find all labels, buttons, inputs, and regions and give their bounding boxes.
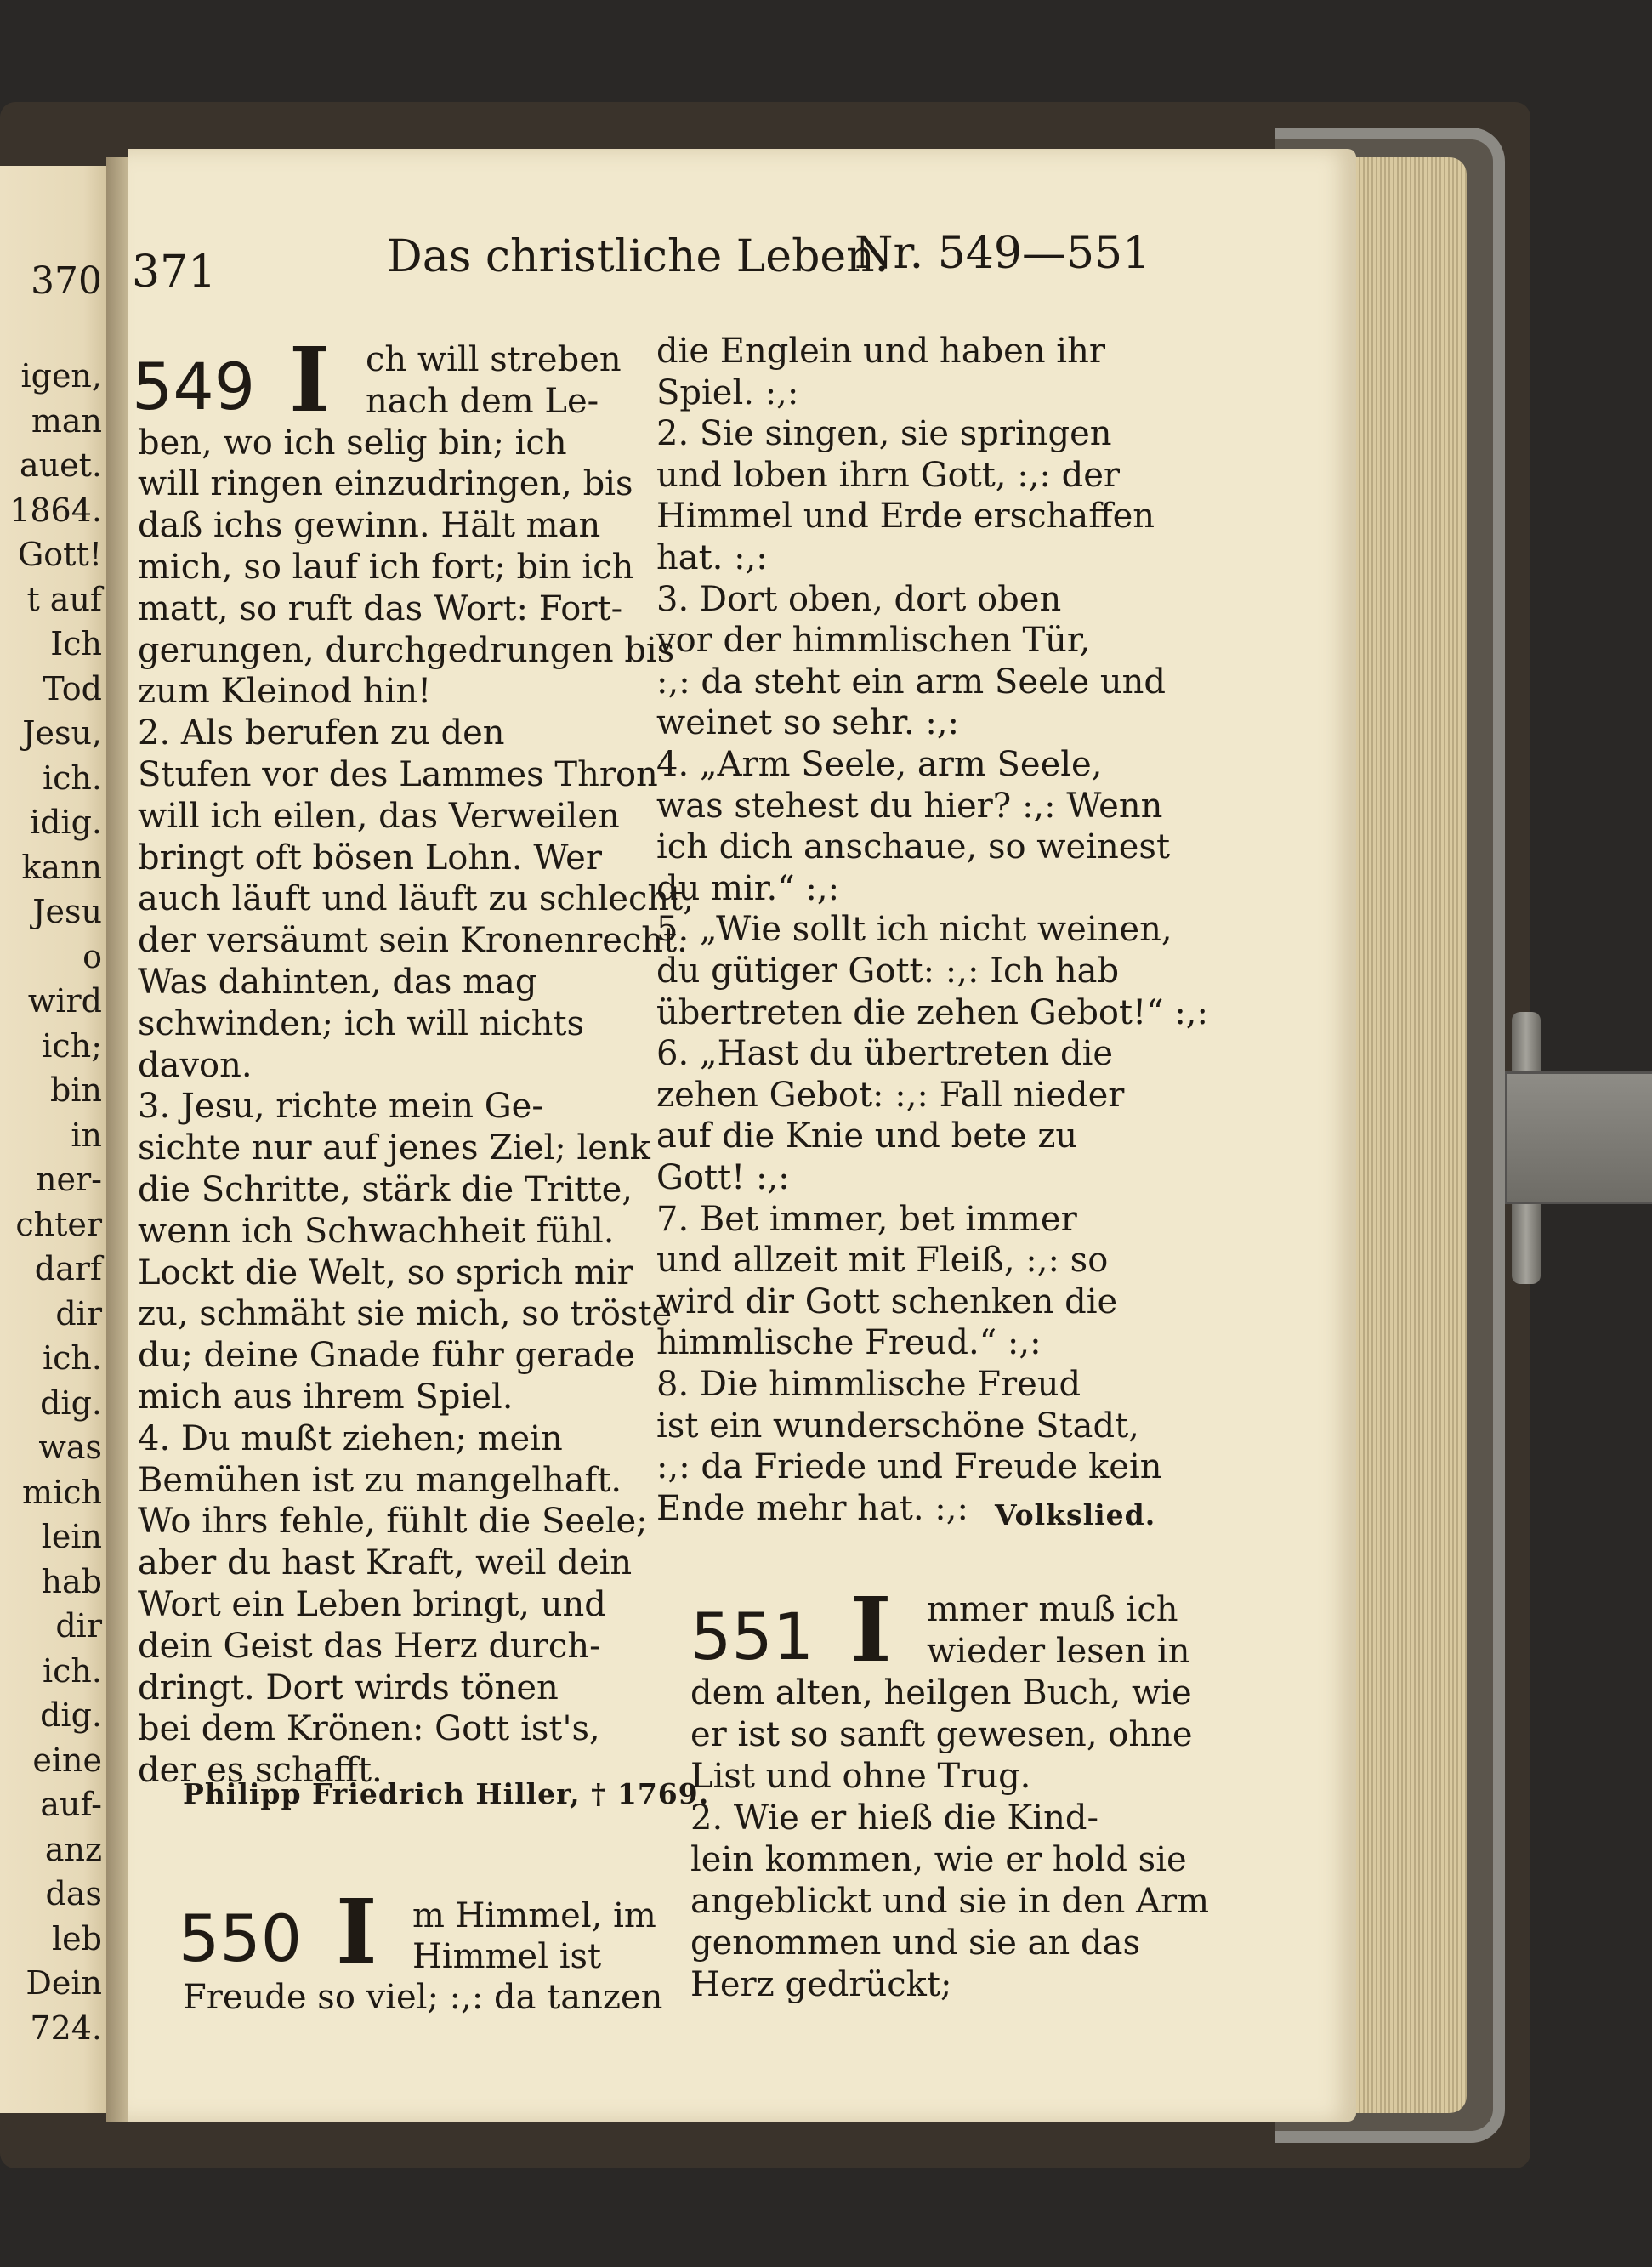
text-line: Herz gedrückt;: [690, 1965, 952, 2004]
text-line: was stehest du hier? :,: Wenn: [656, 786, 1163, 826]
text-line: Himmel und Erde erschaffen: [656, 497, 1155, 537]
text-line: 6. „Hast du übertreten die: [656, 1034, 1114, 1074]
text-line: davon.: [138, 1045, 253, 1085]
left-page-fragment: eine: [32, 1741, 102, 1779]
left-page-fragment: lein: [41, 1518, 102, 1555]
hymn-number-550: 550: [179, 1901, 303, 1976]
text-line: der versäumt sein Kronenrecht.: [138, 921, 688, 961]
text-line: du gütiger Gott: :,: Ich hab: [656, 952, 1120, 991]
text-line: daß ichs gewinn. Hält man: [138, 506, 601, 546]
text-line: wird dir Gott schenken die: [656, 1281, 1118, 1321]
text-line: hat. :,:: [656, 538, 768, 577]
left-page-fragment: Tod: [43, 669, 102, 707]
hymn-range: Nr. 549—551: [854, 228, 1151, 279]
text-line: Was dahinten, das mag: [138, 963, 537, 1002]
text-line: dem alten, heilgen Buch, wie: [690, 1673, 1192, 1713]
text-line: matt, so ruft das Wort: Fort-: [138, 588, 623, 628]
text-line: weinet so sehr. :,:: [656, 703, 960, 743]
text-line: will ich eilen, das Verweilen: [138, 796, 620, 836]
text-line: dein Geist das Herz durch-: [138, 1626, 601, 1666]
text-line: Spiel. :,:: [656, 372, 799, 412]
text-line: zum Kleinod hin!: [138, 672, 432, 712]
text-line: ist ein wunderschöne Stadt,: [656, 1406, 1139, 1446]
left-page-fragment: Dein: [26, 1964, 102, 2002]
hymn-number-551: 551: [690, 1599, 815, 1674]
left-page-fragment: das: [45, 1875, 102, 1912]
hymn-549-author: Philipp Friedrich Hiller, † 1769.: [183, 1777, 710, 1810]
text-line: Wort ein Leben bringt, und: [138, 1585, 606, 1624]
text-line: auf die Knie und bete zu: [656, 1116, 1078, 1156]
left-page-fragment: ich.: [43, 1651, 102, 1690]
text-line: Ende mehr hat. :,:: [656, 1488, 968, 1528]
text-line: und loben ihrn Gott, :,: der: [656, 455, 1121, 495]
left-page-fragment: leb: [52, 1919, 102, 1957]
left-page-fragment: dir: [55, 1607, 102, 1645]
left-page-fragment: 1864.: [9, 491, 102, 529]
left-page-fragment: bin: [50, 1071, 102, 1109]
text-line: genommen und sie an das: [690, 1923, 1140, 1963]
text-line: mmer muß ich: [927, 1590, 1178, 1629]
text-line: 3. Jesu, richte mein Ge-: [138, 1087, 543, 1127]
left-page-fragment: Jesu,: [22, 714, 102, 752]
text-line: und allzeit mit Fleiß, :,: so: [656, 1241, 1109, 1281]
text-line: die Englein und haben ihr: [656, 332, 1105, 371]
page-number: 371: [132, 247, 217, 298]
left-page-fragment: igen,: [20, 357, 102, 395]
text-line: will ringen einzudringen, bis: [138, 464, 633, 504]
left-page-fragment: Ich: [50, 625, 102, 662]
text-line: 2. Wie er hieß die Kind-: [690, 1798, 1098, 1838]
drop-cap-550: I: [336, 1879, 378, 1984]
left-page-fragment: ich.: [43, 1339, 102, 1377]
text-line: zehen Gebot: :,: Fall nieder: [656, 1075, 1125, 1115]
left-page-fragment: mich: [22, 1473, 102, 1511]
text-line: angeblickt und sie in den Arm: [690, 1882, 1210, 1921]
left-page-fragment: chter: [15, 1205, 102, 1243]
text-line: Bemühen ist zu mangelhaft.: [138, 1460, 622, 1500]
left-page-fragment: man: [31, 401, 102, 440]
text-line: Lockt die Welt, so sprich mir: [138, 1253, 633, 1293]
text-line: bei dem Krönen: Gott ist's,: [138, 1709, 600, 1749]
text-line: du mir.“ :,:: [656, 868, 840, 908]
text-line: er ist so sanft gewesen, ohne: [690, 1715, 1193, 1754]
text-line: Wo ihrs fehle, fühlt die Seele;: [138, 1502, 648, 1542]
text-line: zu, schmäht sie mich, so tröste: [138, 1294, 673, 1334]
left-page-fragment: was: [38, 1429, 102, 1466]
text-line: bringt oft bösen Lohn. Wer: [138, 838, 602, 878]
text-line: 5. „Wie sollt ich nicht weinen,: [656, 910, 1172, 950]
page-title: Das christliche Leben.: [387, 231, 889, 282]
left-page-fragment: dir: [55, 1294, 102, 1332]
left-page-fragment: ner-: [36, 1161, 102, 1198]
text-line: auch läuft und läuft zu schlecht,: [138, 879, 694, 919]
left-page-fragment: idig.: [29, 804, 102, 841]
text-line: :,: da Friede und Freude kein: [656, 1447, 1162, 1487]
text-line: du; deine Gnade führ gerade: [138, 1336, 636, 1376]
text-line: aber du hast Kraft, weil dein: [138, 1543, 633, 1583]
text-line: 2. Sie singen, sie springen: [656, 414, 1112, 454]
text-line: vor der himmlischen Tür,: [656, 621, 1091, 661]
text-line: ben, wo ich selig bin; ich: [138, 423, 567, 463]
left-page-fragment: auf-: [40, 1786, 102, 1823]
text-line: List und ohne Trug.: [690, 1757, 1031, 1796]
left-page-fragment: wird: [27, 982, 102, 1020]
text-line: übertreten die zehen Gebot!“ :,:: [656, 992, 1208, 1032]
hymn-number-549: 549: [132, 349, 256, 424]
drop-cap-551: I: [850, 1577, 892, 1682]
left-page-fragment: in: [71, 1116, 102, 1154]
text-line: sichte nur auf jenes Ziel; lenk: [138, 1128, 650, 1168]
text-line: wenn ich Schwachheit fühl.: [138, 1211, 615, 1251]
text-line: 4. Du mußt ziehen; mein: [138, 1418, 563, 1458]
text-line: mich aus ihrem Spiel.: [138, 1378, 514, 1417]
text-line: 2. Als berufen zu den: [138, 713, 505, 753]
left-page-fragment: hab: [41, 1562, 102, 1600]
text-line: Gott! :,:: [656, 1158, 790, 1197]
text-line: 3. Dort oben, dort oben: [656, 579, 1062, 619]
left-page-fragment: auet.: [20, 446, 102, 484]
text-line: dringt. Dort wirds tönen: [138, 1668, 559, 1707]
text-line: gerungen, durchgedrungen bis: [138, 630, 675, 670]
text-line: schwinden; ich will nichts: [138, 1003, 585, 1043]
text-line: der es schafft.: [138, 1751, 383, 1791]
text-line: die Schritte, stärk die Tritte,: [138, 1170, 633, 1209]
text-line: Stufen vor des Lammes Thron: [138, 755, 658, 794]
left-page-fragment: t auf: [26, 580, 102, 618]
left-page-fragment: dig.: [40, 1383, 102, 1422]
left-page-fragment: Gott!: [17, 536, 102, 573]
text-line: nach dem Le-: [366, 381, 599, 421]
left-page-fragment: darf: [34, 1250, 102, 1287]
text-line: ch will streben: [366, 340, 622, 379]
text-line: 8. Die himmlische Freud: [656, 1365, 1081, 1404]
text-line: himmlische Freud.“ :,:: [656, 1323, 1042, 1363]
left-page-fragment: ich.: [43, 759, 102, 797]
text-line: 4. „Arm Seele, arm Seele,: [656, 745, 1103, 784]
text-line: :,: da steht ein arm Seele und: [656, 662, 1166, 702]
text-line: ich dich anschaue, so weinest: [656, 827, 1171, 867]
text-line: wieder lesen in: [927, 1632, 1190, 1671]
text-line: Himmel ist: [412, 1937, 602, 1976]
left-page-fragment: ich;: [42, 1026, 102, 1065]
text-line: 7. Bet immer, bet immer: [656, 1199, 1077, 1239]
left-page-number: 370: [31, 259, 102, 303]
left-page-fragment: 724.: [30, 2008, 102, 2047]
book-clasp: [1505, 1071, 1652, 1204]
text-line: mich, so lauf ich fort; bin ich: [138, 548, 634, 587]
left-page-fragment: Jesu: [32, 893, 102, 930]
text-line: Freude so viel; :,: da tanzen: [183, 1978, 663, 2017]
left-page-fragment: dig.: [40, 1696, 102, 1734]
drop-cap-549: I: [289, 327, 331, 432]
text-line: m Himmel, im: [412, 1896, 656, 1935]
left-page-fragment: kann: [21, 848, 102, 886]
left-page-fragment: anz: [44, 1830, 102, 1868]
left-page-fragment: o: [82, 937, 102, 975]
text-line: lein kommen, wie er hold sie: [690, 1840, 1187, 1879]
hymn-550-author: Volkslied.: [995, 1498, 1156, 1531]
